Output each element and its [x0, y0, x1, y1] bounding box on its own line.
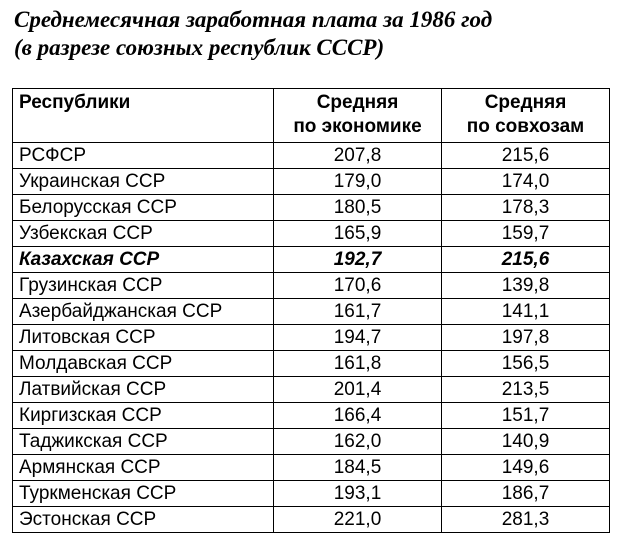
economy-wage-cell: 166,4: [274, 403, 442, 429]
table-row: [13, 273, 610, 299]
republic-name-cell: Узбекская ССР: [13, 221, 274, 247]
header-republics-label: Республики: [19, 92, 131, 113]
table-row: [13, 143, 610, 169]
wages-table: [12, 88, 610, 533]
header-sovkhoz: [442, 89, 610, 143]
republic-name-cell: Казахская ССР: [13, 247, 274, 273]
economy-wage-cell: 180,5: [274, 195, 442, 221]
republic-name-cell: Белорусская ССР: [13, 195, 274, 221]
sovkhoz-wage-cell: 159,7: [442, 221, 610, 247]
table-row: [13, 351, 610, 377]
sovkhoz-wage-cell: 174,0: [442, 169, 610, 195]
republic-name-cell: РСФСР: [13, 143, 274, 169]
title-line-2: (в разрезе союзных республик СССР): [14, 35, 385, 60]
sovkhoz-wage-cell: 215,6: [442, 143, 610, 169]
table-row: [13, 195, 610, 221]
table-header-row: [13, 89, 610, 143]
economy-wage-cell: 207,8: [274, 143, 442, 169]
economy-wage-cell: 184,5: [274, 455, 442, 481]
republic-name-cell: Молдавская ССР: [13, 351, 274, 377]
header-republics: [13, 89, 274, 143]
economy-wage-cell: 165,9: [274, 221, 442, 247]
economy-wage-cell: 161,8: [274, 351, 442, 377]
header-sovkhoz-line-2: по совхозам: [466, 116, 585, 137]
table-row: [13, 169, 610, 195]
republic-name-cell: Армянская ССР: [13, 455, 274, 481]
republic-name-cell: Литовская ССР: [13, 325, 274, 351]
economy-wage-cell: 221,0: [274, 507, 442, 533]
republic-name-cell: Грузинская ССР: [13, 273, 274, 299]
republic-name-cell: Украинская ССР: [13, 169, 274, 195]
sovkhoz-wage-cell: 141,1: [442, 299, 610, 325]
sovkhoz-wage-cell: 215,6: [442, 247, 610, 273]
economy-wage-cell: 192,7: [274, 247, 442, 273]
sovkhoz-wage-cell: 151,7: [442, 403, 610, 429]
sovkhoz-wage-cell: 281,3: [442, 507, 610, 533]
table-row: [13, 325, 610, 351]
title-line-1: Среднемесячная заработная плата за 1986 год: [14, 7, 493, 32]
sovkhoz-wage-cell: 156,5: [442, 351, 610, 377]
sovkhoz-wage-cell: 213,5: [442, 377, 610, 403]
economy-wage-cell: 170,6: [274, 273, 442, 299]
table-body: [13, 143, 610, 533]
republic-name-cell: Эстонская ССР: [13, 507, 274, 533]
table-row: [13, 247, 610, 273]
table-row: [13, 299, 610, 325]
republic-name-cell: Туркменская ССР: [13, 481, 274, 507]
sovkhoz-wage-cell: 139,8: [442, 273, 610, 299]
table-row: [13, 507, 610, 533]
table-row: [13, 481, 610, 507]
economy-wage-cell: 162,0: [274, 429, 442, 455]
header-sovkhoz-line-1: Средняя: [484, 92, 567, 113]
republic-name-cell: Азербайджанская ССР: [13, 299, 274, 325]
sovkhoz-wage-cell: 178,3: [442, 195, 610, 221]
economy-wage-cell: 194,7: [274, 325, 442, 351]
table-row: [13, 377, 610, 403]
economy-wage-cell: 193,1: [274, 481, 442, 507]
republic-name-cell: Таджикская ССР: [13, 429, 274, 455]
economy-wage-cell: 201,4: [274, 377, 442, 403]
sovkhoz-wage-cell: 149,6: [442, 455, 610, 481]
republic-name-cell: Латвийская ССР: [13, 377, 274, 403]
sovkhoz-wage-cell: 186,7: [442, 481, 610, 507]
sovkhoz-wage-cell: 197,8: [442, 325, 610, 351]
table-row: [13, 429, 610, 455]
table-row: [13, 403, 610, 429]
header-economy-line-1: Средняя: [316, 92, 399, 113]
document-title: [14, 6, 492, 62]
header-economy: [274, 89, 442, 143]
republic-name-cell: Киргизская ССР: [13, 403, 274, 429]
economy-wage-cell: 161,7: [274, 299, 442, 325]
header-economy-line-2: по экономике: [293, 116, 422, 137]
table-row: [13, 455, 610, 481]
sovkhoz-wage-cell: 140,9: [442, 429, 610, 455]
economy-wage-cell: 179,0: [274, 169, 442, 195]
table-row: [13, 221, 610, 247]
